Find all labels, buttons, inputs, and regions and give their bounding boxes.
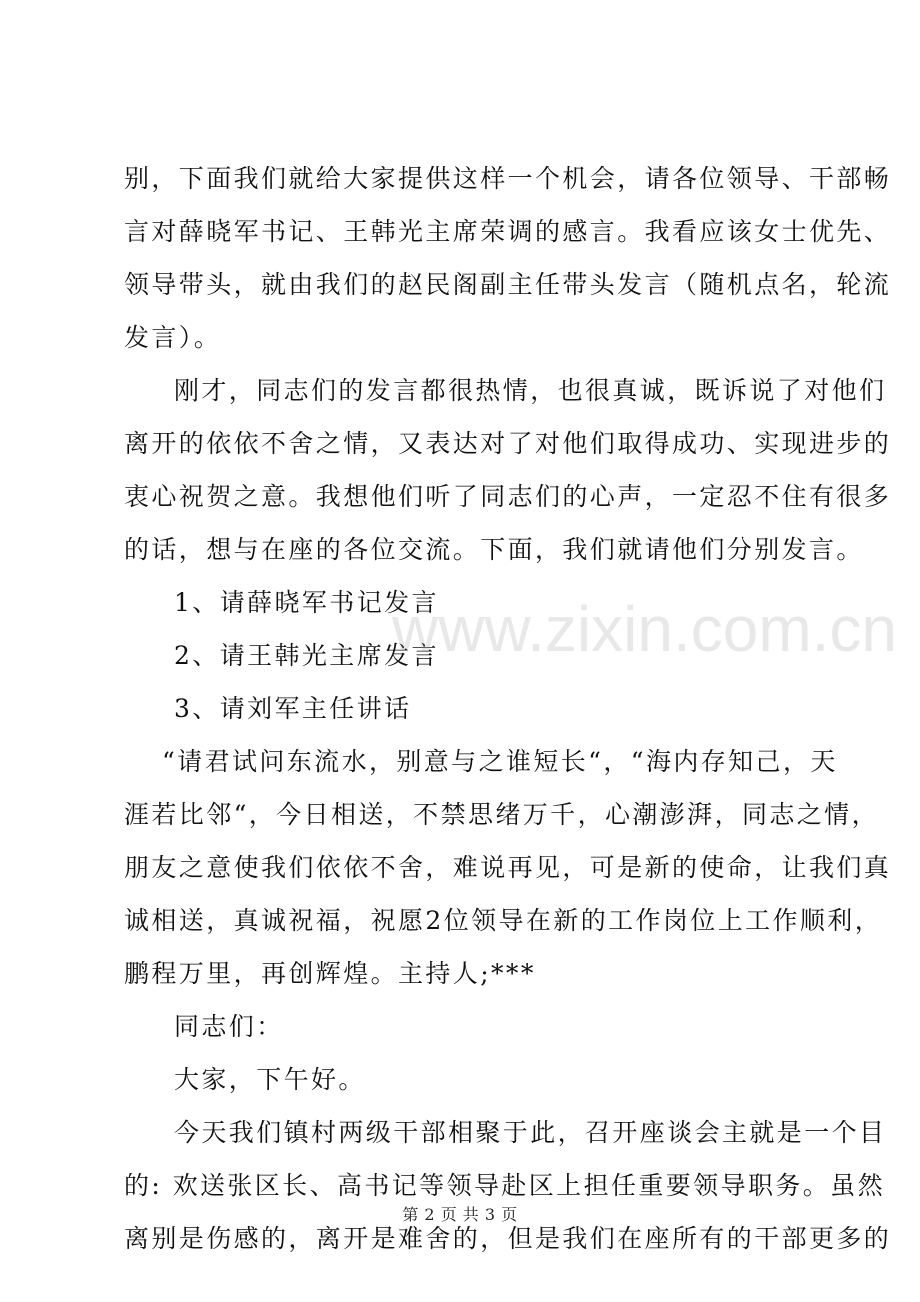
text-line: 诚相送，真诚祝福，祝愿2位领导在新的工作岗位上工作顺利， <box>124 906 883 935</box>
text-line: 刚才，同志们的发言都很热情，也很真诚，既诉说了对他们 <box>174 376 887 405</box>
text-line: 涯若比邻“，今日相送，不禁思绪万千，心潮澎湃，同志之情， <box>124 800 879 829</box>
watermark: www.zixin.com.cn <box>392 593 897 665</box>
text-line: 言对薛晓军书记、王韩光主席荣调的感言。我看应该女士优先、 <box>124 217 892 246</box>
list-item: 3、请刘军主任讲话 <box>174 694 412 723</box>
list-item: 2、请王韩光主席发言 <box>174 641 439 670</box>
salutation: 同志们： <box>174 1012 284 1041</box>
text-line: 的话，想与在座的各位交流。下面，我们就请他们分别发言。 <box>124 535 864 564</box>
list-item: 1、请薛晓军书记发言 <box>174 588 439 617</box>
text-line: 朋友之意使我们依依不舍，难说再见，可是新的使命，让我们真 <box>124 853 892 882</box>
page-footer: 第 2 页 共 3 页 <box>402 1205 518 1224</box>
text-line: 领导带头，就由我们的赵民阁副主任带头发言（随机点名，轮流 <box>124 270 892 299</box>
text-line: 离开的依依不舍之情，又表达对了对他们取得成功、实现进步的 <box>124 429 892 458</box>
text-line: 离别是伤感的，离开是难舍的，但是我们在座所有的干部更多的 <box>124 1224 892 1253</box>
text-line: 今天我们镇村两级干部相聚于此，召开座谈会主就是一个目 <box>174 1118 887 1147</box>
text-line: 发言）。 <box>124 323 222 352</box>
text-line: 的: 欢送张区长、高书记等领导赴区上担任重要领导职务。虽然 <box>124 1171 885 1200</box>
text-line: 衷心祝贺之意。我想他们听了同志们的心声，一定忍不住有很多 <box>124 482 892 511</box>
text-line: “请君试问东流水，别意与之谁短长“，“海内存知己，天 <box>162 747 838 776</box>
body-text <box>124 152 892 1265</box>
text-line: 别，下面我们就给大家提供这样一个机会，请各位领导、干部畅 <box>124 164 892 193</box>
greeting: 大家，下午好。 <box>174 1065 366 1094</box>
text-line: 鹏程万里，再创辉煌。主持人;*** <box>124 959 536 988</box>
